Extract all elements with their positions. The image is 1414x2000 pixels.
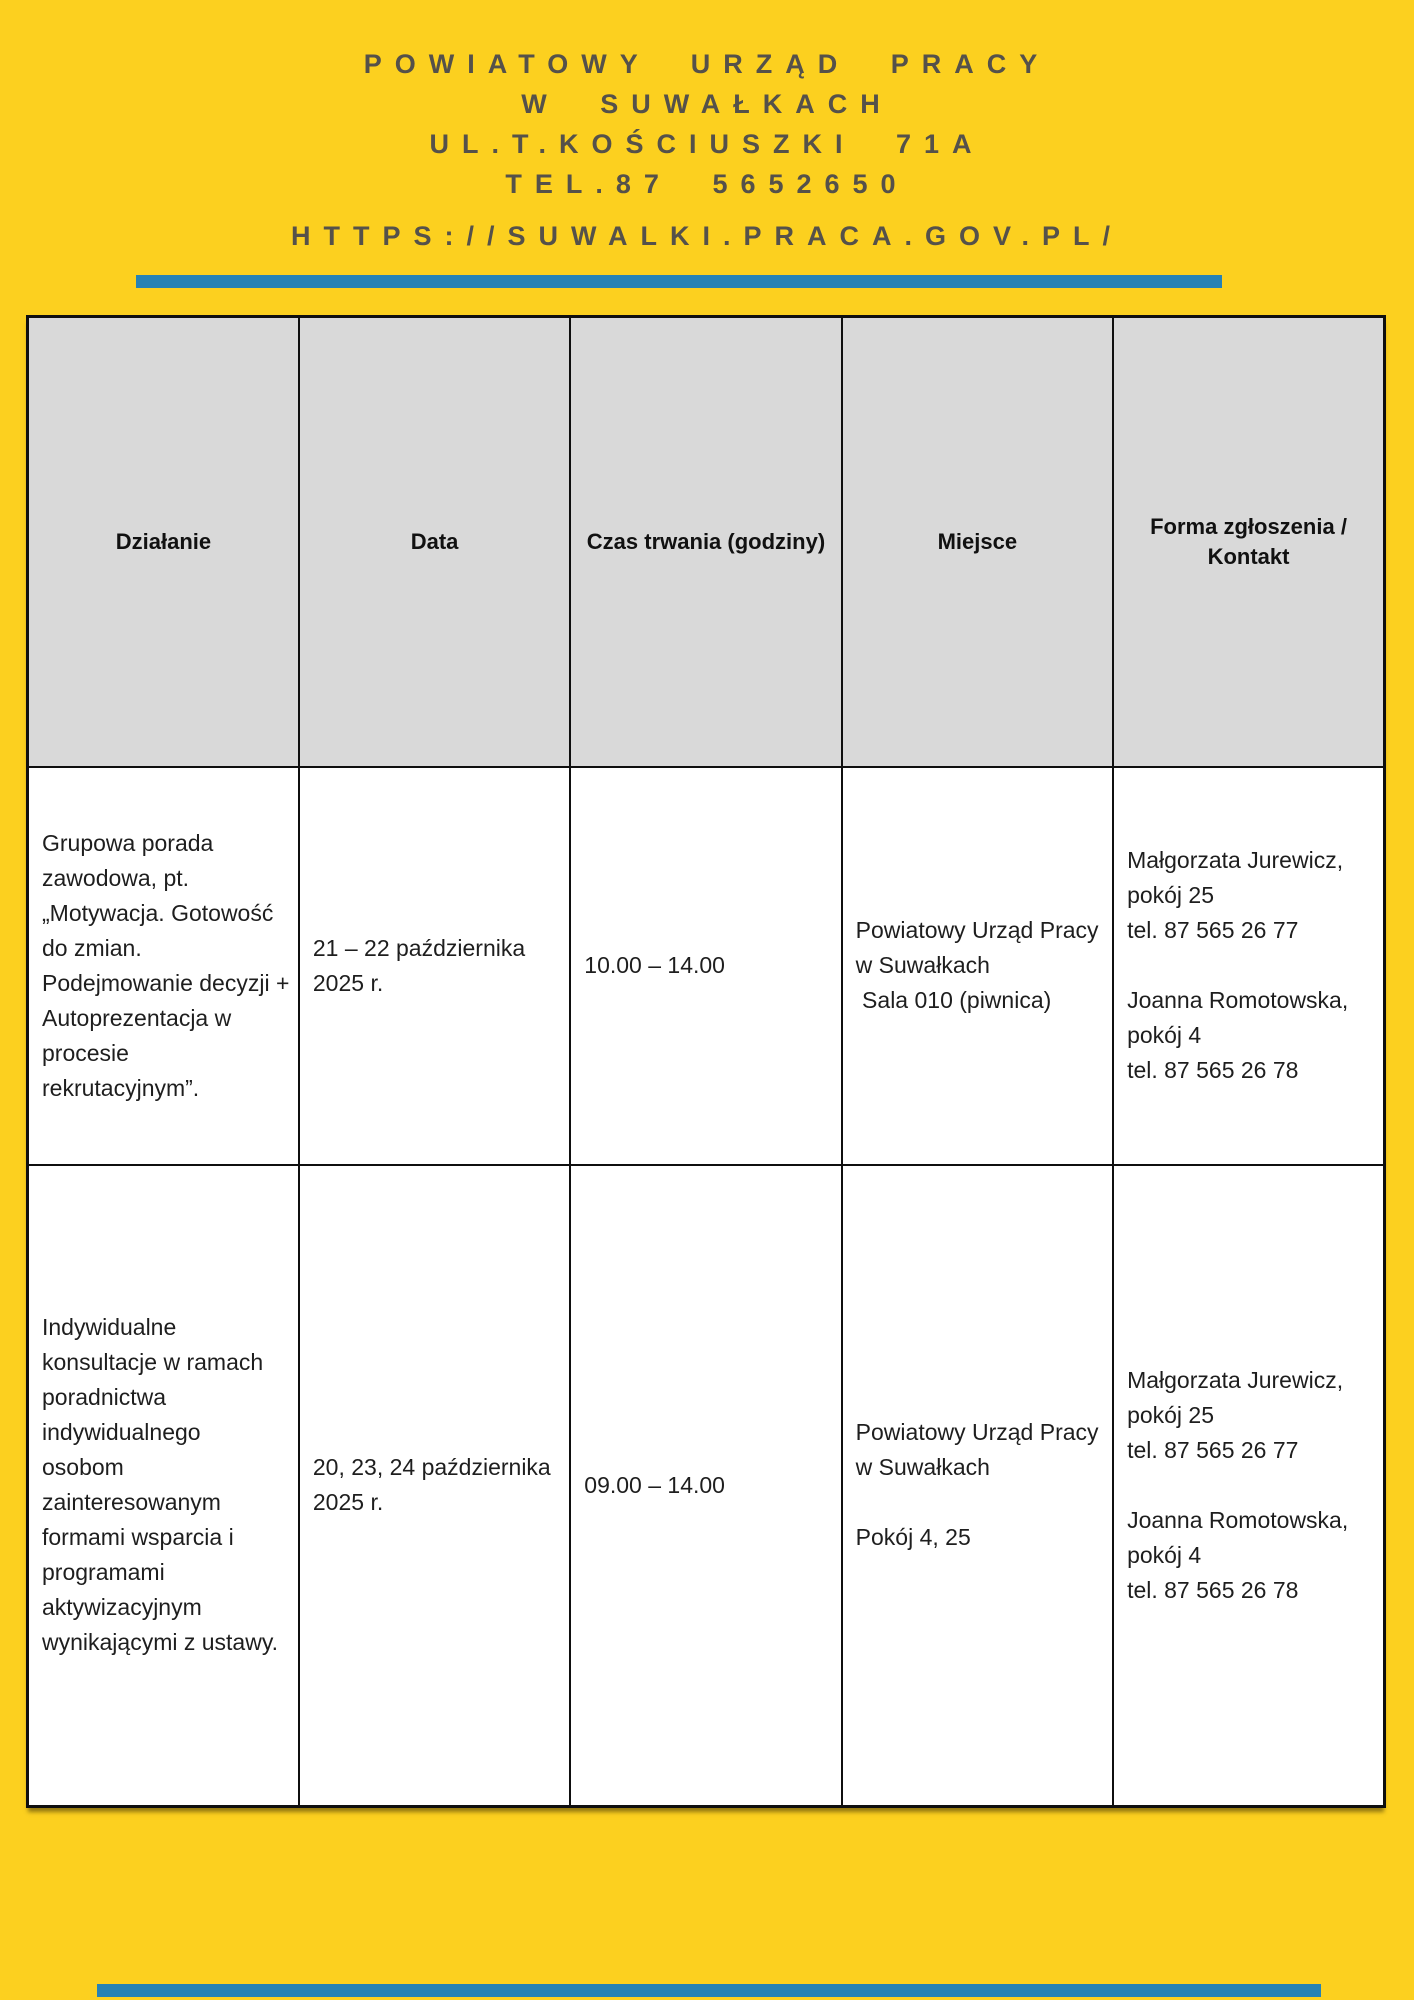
cell-text-line: pokój 25 bbox=[1127, 1401, 1215, 1428]
cell-text-line: Czas trwania (godziny) bbox=[586, 528, 826, 554]
cell-czas bbox=[570, 767, 841, 1165]
cell-text-line: formami wsparcia i bbox=[42, 1524, 234, 1551]
cell-text-line: 10.00 – 14.00 bbox=[584, 952, 725, 978]
cell-text-line: Działanie bbox=[115, 528, 212, 554]
cell-text-line: Małgorzata Jurewicz, bbox=[1127, 847, 1344, 873]
header bbox=[0, 44, 1414, 256]
cell-text-line: w Suwałkach bbox=[855, 1454, 990, 1481]
cell-text-line: tel. 87 565 26 77 bbox=[1127, 1436, 1299, 1463]
cell-text-line: procesie bbox=[42, 1039, 129, 1066]
cell-czas bbox=[570, 1165, 841, 1807]
cell-dzialanie bbox=[28, 1165, 299, 1807]
cell-text-line: 09.00 – 14.00 bbox=[584, 1471, 725, 1498]
cell-text-line: Kontakt bbox=[1207, 543, 1290, 569]
cell-text-line: Grupowa porada bbox=[42, 829, 214, 856]
column-header-data bbox=[299, 317, 570, 767]
cell-text-line: Joanna Romotowska, bbox=[1127, 1506, 1349, 1533]
column-header-dzialanie bbox=[28, 317, 299, 767]
cell-text-line: konsultacje w ramach bbox=[42, 1349, 264, 1376]
org-name-line-1: POWIATOWY URZĄD PRACY bbox=[363, 49, 1051, 79]
cell-text-line: rekrutacyjnym”. bbox=[42, 1074, 200, 1101]
org-website-url: HTTPS://SUWALKI.PRACA.GOV.PL/ bbox=[290, 221, 1124, 251]
cell-text-line: Indywidualne bbox=[42, 1314, 177, 1341]
cell-text-line: Małgorzata Jurewicz, bbox=[1127, 1366, 1344, 1393]
cell-text-line bbox=[1127, 1468, 1370, 1503]
cell-text-line: aktywizacyjnym bbox=[42, 1594, 202, 1621]
cell-text-line: Powiatowy Urząd Pracy bbox=[855, 917, 1099, 943]
table-row bbox=[28, 1165, 1385, 1807]
cell-text-line: „Motywacja. Gotowość bbox=[42, 899, 274, 926]
divider-bar-bottom bbox=[97, 1984, 1321, 1997]
cell-forma bbox=[1113, 767, 1384, 1165]
org-address: UL.T.KOŚCIUSZKI 71A bbox=[429, 129, 985, 159]
org-name-line-2: W SUWAŁKACH bbox=[521, 89, 893, 119]
cell-text-line: indywidualnego bbox=[42, 1419, 201, 1446]
column-header-miejsce bbox=[842, 317, 1113, 767]
cell-text-line: pokój 4 bbox=[1127, 1541, 1202, 1568]
cell-text-line: programami bbox=[42, 1559, 165, 1586]
cell-text-line: zainteresowanym bbox=[42, 1489, 221, 1516]
header-row bbox=[28, 317, 1385, 767]
schedule-table-body bbox=[28, 767, 1385, 1807]
cell-data bbox=[299, 767, 570, 1165]
cell-miejsce bbox=[842, 1165, 1113, 1807]
cell-text-line: 2025 r. bbox=[312, 969, 384, 996]
cell-text-line: Joanna Romotowska, bbox=[1127, 987, 1349, 1013]
cell-text-line: pokój 4 bbox=[1127, 1022, 1202, 1048]
cell-text-line bbox=[856, 1485, 1099, 1520]
cell-text-line: Miejsce bbox=[937, 528, 1018, 554]
cell-text-line: tel. 87 565 26 78 bbox=[1127, 1057, 1299, 1083]
cell-text-line: tel. 87 565 26 78 bbox=[1127, 1576, 1299, 1603]
cell-forma bbox=[1113, 1165, 1384, 1807]
cell-text-line: osobom bbox=[42, 1454, 124, 1481]
cell-text-line: 2025 r. bbox=[312, 1489, 384, 1516]
cell-text-line: Data bbox=[410, 528, 459, 554]
table-row bbox=[28, 767, 1385, 1165]
cell-text-line: do zmian. bbox=[42, 934, 142, 961]
cell-text-line: w Suwałkach bbox=[855, 952, 990, 978]
cell-text-line: tel. 87 565 26 77 bbox=[1127, 917, 1299, 943]
cell-text-line: zawodowa, pt. bbox=[42, 864, 190, 891]
cell-text-line: Pokój 4, 25 bbox=[855, 1524, 971, 1551]
cell-text-line: Podejmowanie decyzji + bbox=[42, 969, 290, 996]
cell-data bbox=[299, 1165, 570, 1807]
cell-text-line: Powiatowy Urząd Pracy bbox=[855, 1419, 1099, 1446]
cell-text-line: Forma zgłoszenia / bbox=[1150, 513, 1347, 539]
cell-text-line: Sala 010 (piwnica) bbox=[855, 987, 1052, 1013]
cell-text-line bbox=[1127, 948, 1370, 983]
cell-text-line: 20, 23, 24 października bbox=[312, 1454, 551, 1481]
column-header-forma bbox=[1113, 317, 1384, 767]
schedule-table bbox=[26, 315, 1386, 1808]
cell-miejsce bbox=[842, 767, 1113, 1165]
cell-dzialanie bbox=[28, 767, 299, 1165]
divider-bar-top bbox=[136, 275, 1222, 288]
org-phone: TEL.87 5652650 bbox=[505, 169, 909, 199]
cell-text-line: wynikającymi z ustawy. bbox=[42, 1629, 279, 1656]
schedule-table-header bbox=[28, 317, 1385, 767]
column-header-czas bbox=[570, 317, 841, 767]
cell-text-line: poradnictwa bbox=[42, 1384, 167, 1411]
cell-text-line: pokój 25 bbox=[1127, 882, 1215, 908]
cell-text-line: Autoprezentacja w bbox=[42, 1004, 232, 1031]
cell-text-line: 21 – 22 października bbox=[312, 934, 526, 961]
